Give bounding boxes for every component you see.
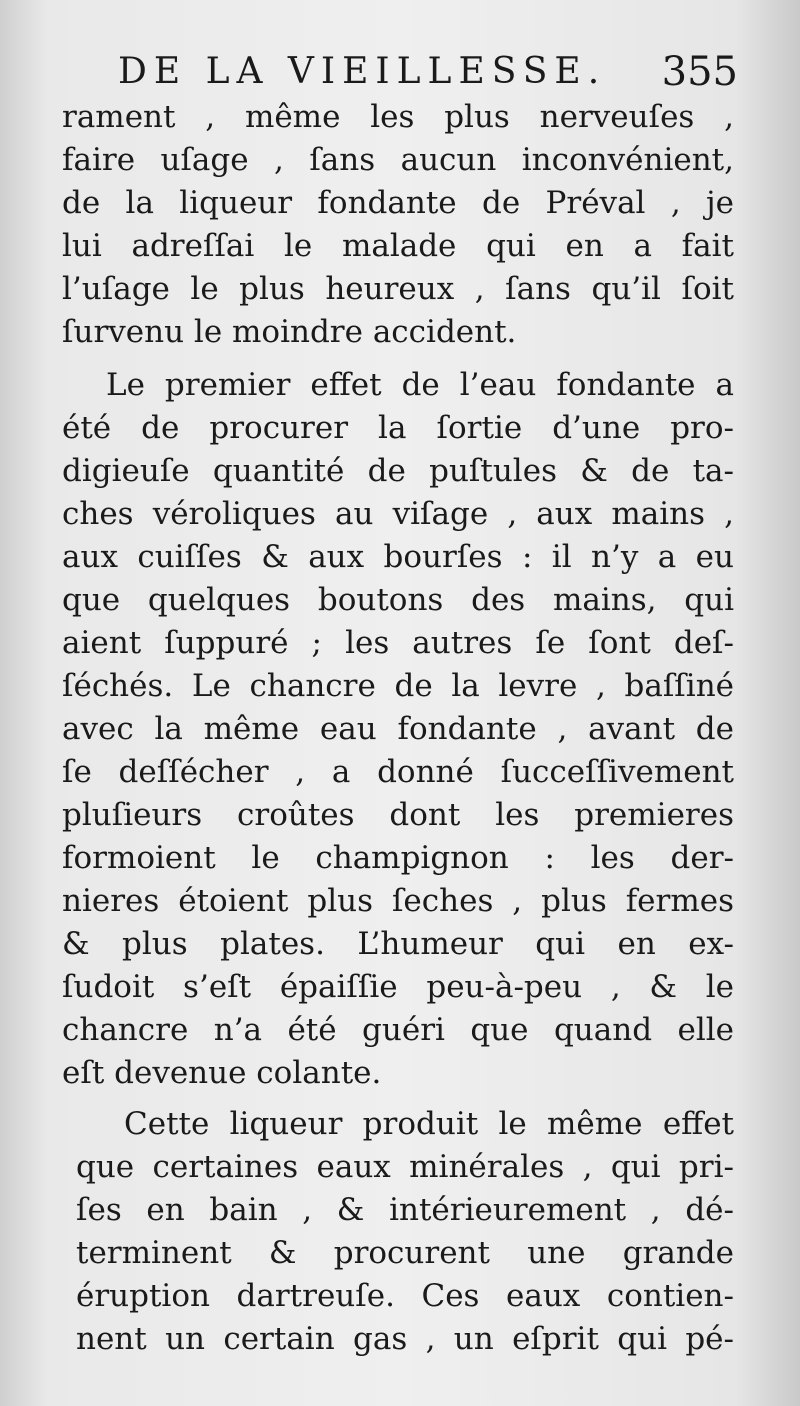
- running-title: DE LA VIEILLESSE.: [118, 51, 607, 92]
- text-line: ſes en bain , & intérieurement , dé-: [76, 1192, 734, 1228]
- text-line: Cette liqueur produit le même effet: [124, 1106, 734, 1142]
- text-line: & plus plates. L’humeur qui en ex-: [62, 926, 734, 962]
- page-header: [118, 44, 738, 100]
- text-line: que quelques boutons des mains, qui: [62, 582, 734, 618]
- text-line: avec la même eau fondante , avant de: [62, 711, 734, 747]
- text-line: pluſieurs croûtes dont les premieres: [62, 797, 734, 833]
- text-line: aux cuiſſes & aux bourſes : il n’y a eu: [62, 539, 734, 575]
- text-line: l’uſage le plus heureux , ſans qu’il ſoit: [62, 271, 734, 307]
- paragraph-3: [62, 1103, 734, 1361]
- text-line: que certaines eaux minérales , qui pri-: [76, 1149, 734, 1185]
- text-line: lui adreſſai le malade qui en a fait: [62, 228, 734, 264]
- paragraph-1: [62, 96, 734, 354]
- text-line: digieuſe quantité de puſtules & de ta-: [62, 453, 734, 489]
- page-number: 355: [661, 49, 738, 95]
- text-line: ſe deſſécher , a donné ſucceſſivement: [62, 754, 734, 790]
- text-line: nent un certain gas , un eſprit qui pé-: [76, 1321, 734, 1357]
- text-line: éruption dartreuſe. Ces eaux contien-: [76, 1278, 734, 1314]
- text-line: ſudoit s’eſt épaiſſie peu-à-peu , & le: [62, 969, 734, 1005]
- text-line: aient ſuppuré ; les autres ſe ſont deſ-: [62, 625, 734, 661]
- body-text: [62, 96, 734, 1361]
- text-line: de la liqueur fondante de Préval , je: [62, 185, 734, 221]
- text-line: faire uſage , ſans aucun inconvénient,: [62, 142, 734, 178]
- paragraph-2: [62, 364, 734, 1095]
- text-line: rament , même les plus nerveuſes ,: [62, 99, 734, 135]
- text-line: Le premier effet de l’eau fondante a: [106, 367, 734, 403]
- text-line: formoient le champignon : les der-: [62, 840, 734, 876]
- text-line: chancre n’a été guéri que quand elle: [62, 1012, 734, 1048]
- text-line: ſéchés. Le chancre de la levre , baſſiné: [62, 668, 734, 704]
- text-line: ches véroliques au viſage , aux mains ,: [62, 496, 734, 532]
- text-line: ſurvenu le moindre accident.: [62, 314, 517, 350]
- text-line: été de procurer la ſortie d’une pro-: [62, 410, 734, 446]
- text-line: eſt devenue colante.: [62, 1055, 382, 1091]
- text-line: nieres étoient plus ſeches , plus fermes: [62, 883, 734, 919]
- text-line: terminent & procurent une grande: [76, 1235, 734, 1271]
